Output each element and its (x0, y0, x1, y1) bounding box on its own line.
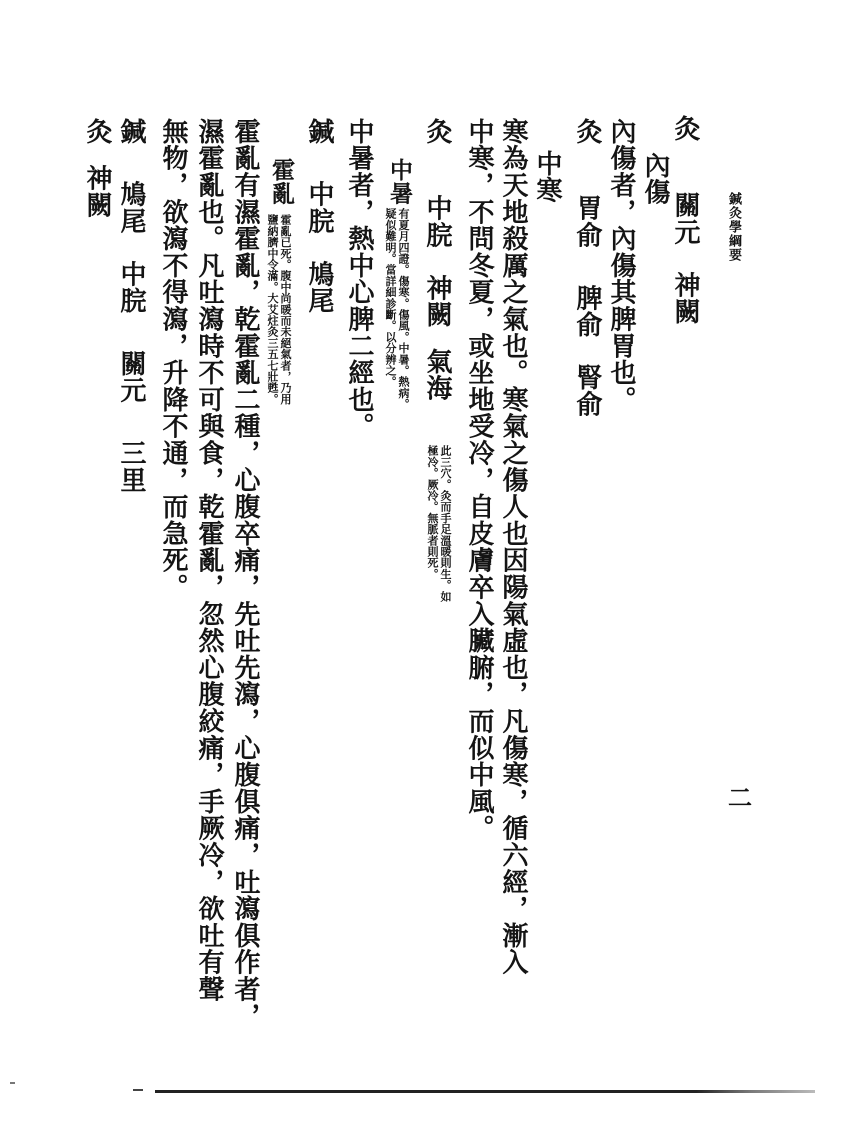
text-column: 內傷 (640, 152, 670, 206)
text-column: 鍼中脘鳩尾 (304, 118, 334, 315)
bottom-rule (155, 1090, 815, 1093)
text-column: 灸關元神闕 (670, 115, 700, 326)
text-column: 灸胃俞脾俞腎俞 (572, 118, 602, 418)
text-column: 內傷者，內傷其脾胃也。 (606, 118, 636, 413)
running-header-title: 鍼灸學綱要 (726, 192, 741, 262)
text-column: 灸中脘神闕氣海 (422, 118, 452, 402)
text-column: 濕霍亂也。凡吐瀉時不可與食，乾霍亂，忽然心腹絞痛，手厥冷，欲吐有聲 (194, 118, 224, 1003)
text-column: 鍼鳩尾中脘關元三里 (116, 118, 146, 494)
text-column: 寒為天地殺厲之氣也。寒氣之傷人也因陽氣虛也，凡傷寒，循六經，漸入 (498, 118, 528, 976)
annotation-note: 霍亂已死。腹中尚暖而未絕氣者，乃用 (279, 214, 292, 405)
text-column: 霍亂 (268, 158, 295, 205)
page-number: 二 (728, 783, 752, 812)
scan-mark (133, 1089, 143, 1091)
annotation-note: 此三穴。灸而手足溫暖則生。如 (439, 445, 452, 602)
annotation-note: 極冷。厥冷。無脈者則死。 (426, 445, 439, 580)
annotation-note: 疑似難明。當詳細診斷。以分辨之。 (384, 208, 397, 388)
annotation-note: 有夏月四證。傷寒。傷風。中暑。熱病。 (397, 208, 410, 410)
scan-mark (10, 1082, 15, 1084)
text-column: 霍亂有濕霍亂，乾霍亂二種，心腹卒痛，先吐先瀉，心腹俱痛，吐瀉俱作者， (230, 118, 260, 1030)
annotation-note: 鹽納臍中令滿。大艾炷灸三五七壯甦。 (266, 214, 279, 405)
text-column: 無物，欲瀉不得瀉，升降不通，而急死。 (158, 118, 188, 601)
text-column: 中暑 (386, 158, 413, 205)
text-column: 中寒 (532, 150, 562, 204)
text-column: 中寒，不問冬夏，或坐地受冷，自皮膚卒入臟腑，而似中風。 (464, 118, 494, 842)
text-column: 灸神闕 (82, 118, 112, 219)
text-column: 中暑者，熱中心脾二經也。 (344, 118, 374, 440)
